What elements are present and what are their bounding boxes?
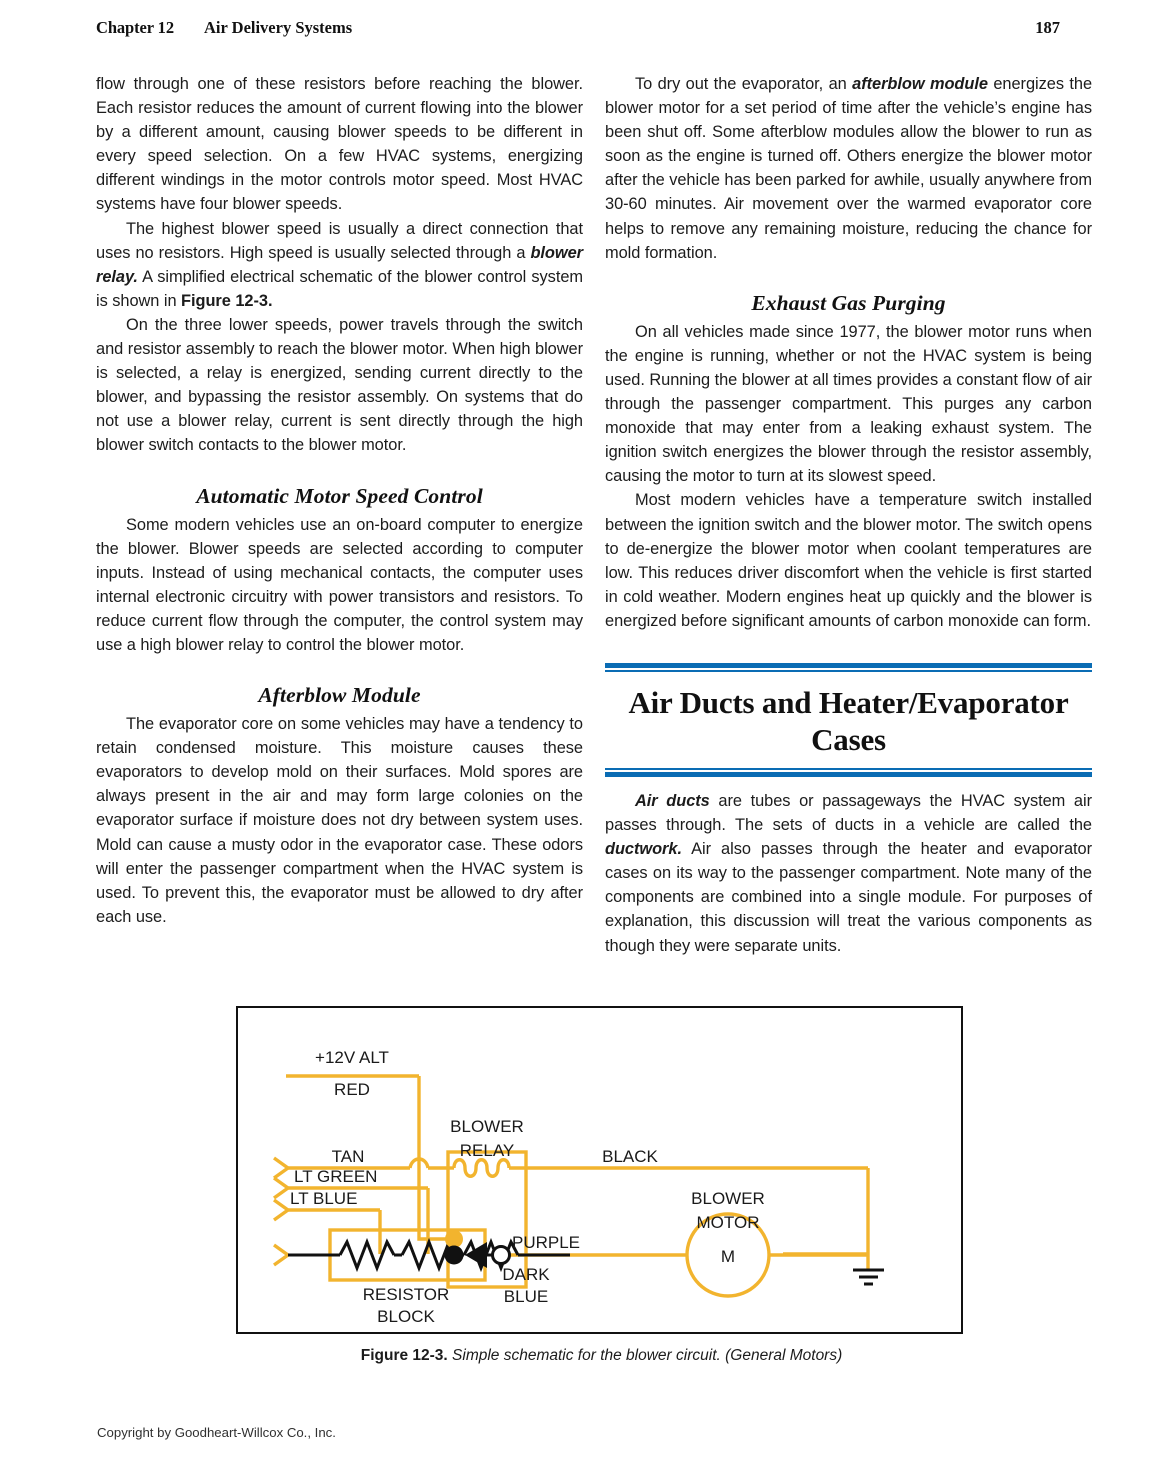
label-supply-wire-red: RED bbox=[334, 1080, 370, 1099]
section-heading-air-ducts: Air Ducts and Heater/Evaporator Cases bbox=[628, 684, 1069, 757]
label-lt-blue-wire: LT BLUE bbox=[290, 1189, 358, 1208]
connector-arrow-resistor-input bbox=[274, 1245, 288, 1265]
paragraph-air-ducts bbox=[605, 789, 1092, 958]
emphasis-run: afterblow module bbox=[852, 75, 988, 93]
text-run: A simplified electrical schematic of the blower control system is shown in bbox=[96, 267, 583, 310]
subheading-afterblow-module: Afterblow Module bbox=[258, 683, 421, 708]
connector-arrow-lt-green bbox=[274, 1178, 288, 1198]
label-blower-relay-line2: RELAY bbox=[459, 1141, 515, 1160]
text-run: Most modern vehicles have a temperature switch installed between the ignition switch and the blower motor. The switch opens to de-energize the blower motor when coolant temperatures are low. This reduces driver discomfort when the vehicle is first started in cold weather. Modern engines heat up quickly and the blower is energized before significant amounts of carbon monoxide can form. bbox=[605, 491, 1092, 630]
label-dark-blue-line1: DARK bbox=[502, 1265, 550, 1284]
relay-common-terminal-dot bbox=[445, 1246, 464, 1265]
text-run: The evaporator core on some vehicles may have a tendency to retain condensed moisture. This moisture causes these evaporators to develop mold on their surfaces. Mold spores are always present in the air and may form large colonies on the evaporator surface if moisture does not dry between system uses. Mold can cause a musty odor in the evaporator case. These odors will enter the passenger compartment when the HVAC system is used. To prevent this, the evaporator must be allowed to dry after each use. bbox=[96, 715, 583, 926]
figure-caption-text: Simple schematic for the blower circuit. (General Motors) bbox=[452, 1347, 843, 1364]
text-run: are tubes or passageways the HVAC system air passes through. The sets of ducts in a vehicle are called the bbox=[605, 791, 1092, 835]
label-dark-blue-line2: BLUE bbox=[503, 1287, 549, 1306]
label-motor-symbol-m: M bbox=[720, 1247, 736, 1266]
right-column bbox=[605, 72, 1092, 958]
paragraph-flow-through bbox=[96, 72, 583, 217]
emphasis-run: ductwork. bbox=[605, 840, 682, 859]
text-run: On the three lower speeds, power travels through the switch and resistor assembly to reach the blower motor. When high blower is selected, a relay is energized, sending current directly to the blower, and bypassing the resistor assembly. On systems that do not use a blower relay, current is sent directly through the high blower switch contacts to the blower motor. bbox=[96, 315, 583, 455]
text-run: flow through one of these resistors before reaching the blower. Each resistor reduces the amount of current flowing into the blower by a different amount, causing blower speeds to be different in every speed selection. On a few HVAC systems, energizing different windings in the motor controls motor speed. Most HVAC systems have four blower speeds. bbox=[96, 75, 583, 214]
left-column bbox=[96, 72, 583, 929]
label-blower-motor-line1: BLOWER bbox=[691, 1189, 765, 1208]
text-run: To dry out the evaporator, an bbox=[635, 75, 853, 93]
emphasis-run: blower relay. bbox=[96, 243, 583, 286]
text-run: Air also passes through the heater and evaporator cases on its way to the passenger compartment. Note many of the components are combined into a single module. For purposes of explanation, this discussion will treat the various components as though they were separate units. bbox=[605, 840, 1092, 955]
subheading-exhaust-gas-purging: Exhaust Gas Purging bbox=[751, 290, 946, 315]
chapter-title: Air Delivery Systems bbox=[204, 18, 353, 37]
text-run: The highest blower speed is usually a direct connection that uses no resistors. High speed is usually selected through a bbox=[96, 219, 583, 262]
blower-circuit-schematic bbox=[238, 1008, 961, 1332]
paragraph-highest-blower-speed bbox=[96, 217, 583, 313]
connector-arrow-lt-blue bbox=[274, 1200, 288, 1220]
label-blower-relay-line1: BLOWER bbox=[450, 1117, 524, 1136]
relay-no-terminal-dot bbox=[445, 1230, 463, 1248]
paragraph-dry-out-evaporator bbox=[605, 72, 1092, 265]
label-purple-wire: PURPLE bbox=[511, 1233, 581, 1252]
label-lt-green-wire: LT GREEN bbox=[294, 1167, 378, 1186]
resistor-1 bbox=[340, 1242, 394, 1268]
label-tan-wire: TAN bbox=[331, 1147, 365, 1166]
text-run: energizes the blower motor for a set period of time after the vehicle’s engine has been shut off. Some afterblow modules allow the blower to run as soon as the engine is turned off. Others energize the blower motor after the vehicle has been parked for awhile, usually anywhere from 30-60 minutes. Air movement over the warmed evaporator core helps to remove any remaining moisture, reducing the chance for mold formation. bbox=[605, 75, 1093, 262]
label-supply-voltage: +12V ALT bbox=[315, 1048, 389, 1067]
paragraph-on-board-computer bbox=[96, 513, 583, 658]
text-run: On all vehicles made since 1977, the blower motor runs when the engine is running, whether or not the HVAC system is being used. Running the blower at all times provides a constant flow of air through the passenger compartment. This purges any carbon monoxide that may enter from a leaking exhaust system. The ignition switch energizes the blower through the resistor assembly, causing the motor to turn at its slowest speed. bbox=[605, 322, 1092, 486]
running-head bbox=[96, 18, 1060, 42]
copyright-footer: Copyright by Goodheart-Willcox Co., Inc. bbox=[97, 1425, 336, 1440]
label-resistor-block-line1: RESISTOR bbox=[362, 1285, 450, 1304]
figure-caption bbox=[236, 1346, 967, 1366]
figure-number: Figure 12-3. bbox=[360, 1347, 448, 1364]
emphasis-run: Air ducts bbox=[635, 791, 710, 810]
page-number: 187 bbox=[1035, 18, 1060, 37]
figure-border-box bbox=[236, 1006, 963, 1334]
figure-12-3 bbox=[236, 1006, 967, 1366]
emphasis-run: Figure 12-3. bbox=[181, 291, 273, 310]
heading-rule-top bbox=[605, 663, 1092, 672]
relay-nc-terminal-circle bbox=[493, 1247, 510, 1264]
connector-arrow-tan bbox=[274, 1158, 288, 1178]
label-black-wire: BLACK bbox=[602, 1147, 658, 1166]
paragraph-three-lower-speeds bbox=[96, 313, 583, 458]
text-run: Some modern vehicles use an on-board computer to energize the blower. Blower speeds are selected according to computer inputs. Instead of using mechanical contacts, the computer uses internal electronic circuitry with power transistors and resistors. To reduce current flow through the computer, the control system may use a high blower relay to control the blower motor. bbox=[96, 515, 583, 654]
paragraph-evaporator-core bbox=[96, 712, 583, 929]
label-blower-motor-line2: MOTOR bbox=[696, 1213, 760, 1232]
section-heading-block bbox=[605, 663, 1092, 777]
chapter-number: Chapter 12 bbox=[96, 18, 174, 37]
label-resistor-block-line2: BLOCK bbox=[377, 1307, 435, 1326]
subheading-automatic-motor-speed-control: Automatic Motor Speed Control bbox=[196, 483, 483, 508]
paragraph-temperature-switch bbox=[605, 488, 1092, 633]
paragraph-all-vehicles-1977 bbox=[605, 320, 1092, 489]
relay-coil-symbol bbox=[454, 1160, 509, 1177]
heading-rule-bottom bbox=[605, 768, 1092, 777]
